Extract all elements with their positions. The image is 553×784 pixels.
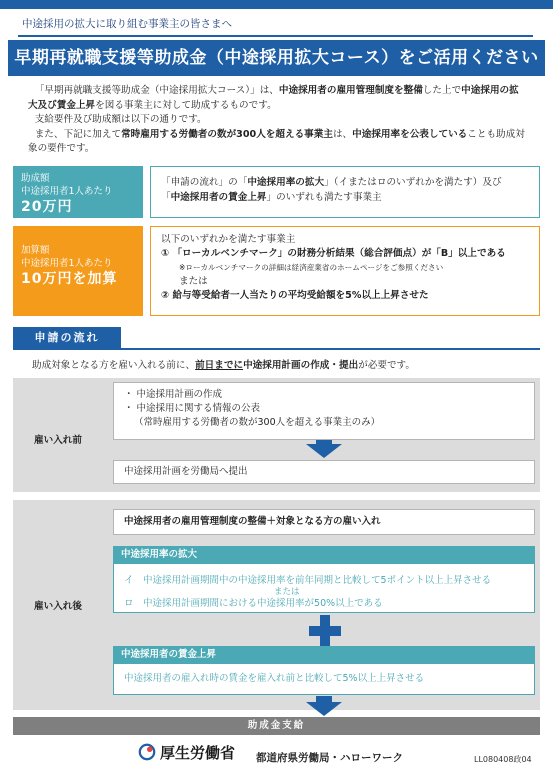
flow-section-underline bbox=[13, 348, 540, 350]
intro-text: 「早期再就職支援等助成金（中途採用拡大コース）」は、中途採用者の雇用管理制度を整備した上で中途採用の拡大及び賃金上昇を図る事業主に対して助成するものです。 支給要件及び助成額は以下の通りです。 また、下記に加えて常時雇用する労働者の数が300人を超える事業主は、中途採用率を公表していることも助成対象の要件です。 bbox=[28, 85, 525, 154]
grant-amount-label: 助成額 中途採用者1人あたり 20万円 bbox=[13, 166, 143, 218]
rate-increase-body: イ 中途採用計画期間中の中途採用率を前年同期と比較して5ポイント以上上昇させる または ロ 中途採用計画期間における中途採用率が50%以上である bbox=[113, 563, 535, 613]
rate-increase-heading: 中途採用率の拡大 bbox=[113, 546, 535, 563]
flow-arrow-down-icon bbox=[306, 444, 342, 458]
before-hiring-steps: ・ 中途採用計画の作成 ・ 中途採用に関する情報の公表 （常時雇用する労働者の数が300人を超える事業主のみ） bbox=[113, 382, 535, 440]
audience-heading: 中途採用の拡大に取り組む事業主の皆さまへ bbox=[22, 18, 232, 30]
flow-section-title: 申請の流れ bbox=[13, 327, 121, 349]
ministry-logo-text: 厚生労働省 bbox=[160, 744, 236, 762]
grant-condition-box: 「申請の流れ」の「中途採用率の拡大」（イまたはロのいずれかを満たす）及び 「中途採用者の賃金上昇」のいずれも満たす事業主 bbox=[150, 166, 540, 218]
document-code: LL080408政04 bbox=[474, 755, 532, 764]
heading-underline bbox=[18, 35, 533, 37]
footer-offices: 都道府県労働局・ハローワーク bbox=[256, 752, 403, 764]
bonus-condition-box: 以下のいずれかを満たす事業主 ① 「ローカルベンチマーク」の財務分析結果（総合評価点）が「B」以上である ※ローカルベンチマークの詳細は経済産業省のホームページをご参照ください または ② 給与等受給者一人当たりの平均受給額を5%以上上昇させた bbox=[150, 226, 540, 316]
title-banner: 早期再就職支援等助成金（中途採用拡大コース）をご活用ください bbox=[8, 40, 545, 76]
before-hiring-label: 雇い入れ前 bbox=[34, 435, 82, 446]
top-accent-bar bbox=[0, 0, 553, 9]
after-hiring-label: 雇い入れ後 bbox=[34, 601, 82, 612]
mhlw-logo-icon bbox=[138, 743, 156, 761]
wage-increase-heading: 中途採用者の賃金上昇 bbox=[113, 646, 535, 663]
submit-plan-step: 中途採用計画を労働局へ提出 bbox=[113, 460, 535, 484]
payment-bar: 助成金支給 bbox=[13, 717, 540, 735]
bonus-amount-label: 加算額 中途採用者1人あたり 10万円を加算 bbox=[13, 226, 143, 316]
flow-arrow-down-icon bbox=[306, 702, 342, 716]
wage-increase-body: 中途採用者の雇入れ時の賃金を雇入れ前と比較して5%以上上昇させる bbox=[113, 663, 535, 695]
after-hiring-main-step: 中途採用者の雇用管理制度の整備＋対象となる方の雇い入れ bbox=[113, 509, 535, 535]
plus-icon bbox=[320, 615, 330, 647]
flow-intro-text: 助成対象となる方を雇い入れる前に、前日までに中途採用計画の作成・提出が必要です。 bbox=[32, 360, 415, 371]
